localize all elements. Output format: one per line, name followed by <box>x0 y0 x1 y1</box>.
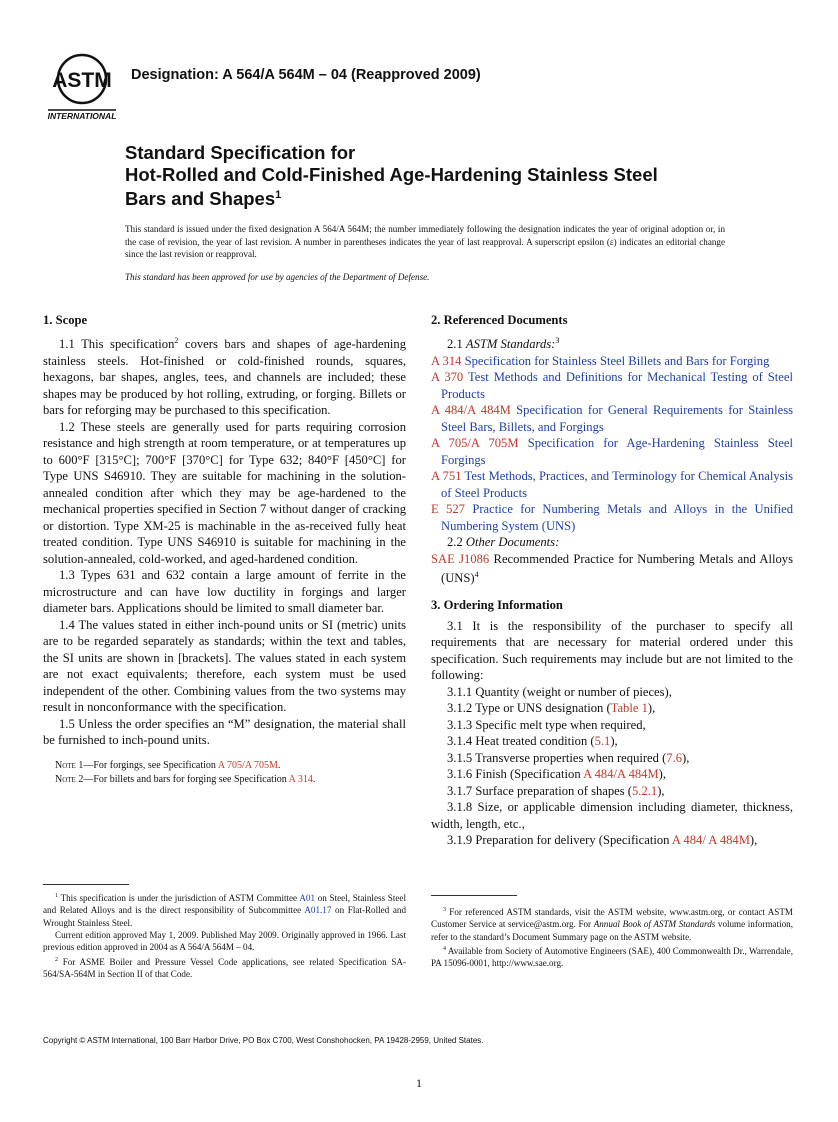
logo-text: ASTM <box>52 69 112 92</box>
ordering-item: 3.1.7 Surface preparation of shapes (5.2.1), <box>447 783 665 798</box>
link-a484[interactable]: A 484/A 484M <box>583 767 659 782</box>
reference-item[interactable]: A 705/A 705M Specification for Age-Hardening Stainless Steel Forgings <box>431 436 793 467</box>
astm-logo <box>44 52 120 122</box>
footnote-ref-3[interactable]: 3 <box>555 336 560 345</box>
link-7-6[interactable]: 7.6 <box>666 750 683 765</box>
ordering-para-3-1: 3.1 It is the responsibility of the purchaser to specify all requirements that are necessary for material ordered under this specification. Such requirements may include but are not limited to the following: <box>431 618 793 683</box>
sae-reference[interactable]: SAE J1086 Recommended Practice for Numbering Metals and Alloys (UNS)$^4$ <box>431 551 793 586</box>
ordering-item: 3.1.3 Specific melt type when required, <box>447 717 646 732</box>
title-line-3: Bars and Shapes <box>125 188 276 210</box>
scope-para-1-3: 1.3 Types 631 and 632 contain a large amount of ferrite in the microstructure and can have low ductility in forgings and larger diameter bars. Applications should be limited to small diameter bar. <box>43 568 406 616</box>
footnote-2: $^2$ For ASME Boiler and Pressure Vessel Code applications, see related Specification SA-564/SA-564M in Section II of that Code. <box>43 956 406 979</box>
reference-list <box>431 353 793 535</box>
title-footnote-ref[interactable]: 1 <box>275 189 282 201</box>
ordering-item: 3.1.4 Heat treated condition (5.1), <box>447 734 618 749</box>
footnote-rule-right <box>431 895 517 896</box>
ordering-heading: 3. Ordering Information <box>431 597 563 612</box>
note-1: Note 1—For forgings, see Specification A 705/A 705M. <box>55 759 281 771</box>
ordering-item: 3.1.9 Preparation for delivery (Specification A 484/ A 484M), <box>447 833 758 848</box>
title-line-1: Standard Specification for <box>125 142 356 163</box>
astm-standards-sub: 2.1 ASTM Standards:$^3$ <box>447 336 560 352</box>
note-2: Note 2—For billets and bars for forging see Specification A 314. <box>55 773 316 785</box>
footnote-1-edition: Current edition approved May 1, 2009. Published May 2009. Originally approved in 1966. Last previous edition approved in 2004 as A 564/A 564M – 04. <box>43 929 406 953</box>
scope-para-1-4: 1.4 The values stated in either inch-pound units or SI (metric) units are to be regarded separately as standards; within the text and tables, the SI units are shown in [brackets]. The values stated in each system are not exact equivalents; therefore, each system must be used independent of the other. Combining values from the two systems may result in nonconformance with the specification. <box>43 617 406 715</box>
scope-para-1-2: 1.2 These steels are generally used for parts requiring corrosion resistance and high strength at room temperature, or at temperatures up to 600°F [315°C]; 700°F [370°C] for Type 632; 840°F [450°C] for Type UNS S46910. They are suitable for machining in the solution-annealed condition after which they may be age-hardened to the mechanical properties specified in Section 7 without danger of cracking or distortion. Type XM-25 is machinable in the as-received fully heat treated condition. Type UNS S46910 is suitable for machining in the solution-annealed, cold-worked, and aged-hardened condition. <box>43 419 406 566</box>
footnote-1: $^1$ This specification is under the jurisdiction of ASTM Committee A01 on Steel, Stainless Steel and Related Alloys and is the direct responsibility of Subcommittee A01.17 on Flat-Rolled and Wrought Stainless Steel. <box>43 893 407 928</box>
intro-note: This standard is issued under the fixed designation A 564/A 564M; the number immediately following the designation indicates the year of original adoption or, in the case of revision, the year of last revision. A number in parentheses indicates the year of last reapproval. A superscript epsilon (ε) indicates an editorial change since the last revision or reapproval. <box>125 224 725 259</box>
ordering-item: 3.1.2 Type or UNS designation (Table 1), <box>447 701 656 716</box>
ordering-item: 3.1.5 Transverse properties when required (7.6), <box>447 750 690 765</box>
ordering-item: 3.1.8 Size, or applicable dimension including diameter, thickness, width, length, etc., <box>431 800 793 831</box>
left-column <box>43 312 406 787</box>
reference-item[interactable]: A 751 Test Methods, Practices, and Terminology for Chemical Analysis of Steel Products <box>431 469 793 500</box>
link-5-1[interactable]: 5.1 <box>594 734 611 749</box>
copyright-notice: Copyright © ASTM International, 100 Barr Harbor Drive, PO Box C700, West Conshohocken, PA 19428-2959, United States. <box>43 1036 484 1045</box>
dod-approval-note: This standard has been approved for use by agencies of the Department of Defense. <box>125 272 430 282</box>
refdocs-heading: 2. Referenced Documents <box>431 313 568 327</box>
scope-para-1-1: 1.1 This specification$^2$ covers bars and shapes of age-hardening stainless steels. Hot-finished or cold-finished rounds, squares, hexagons, bar shapes, angles, tees, and channels are included; these shapes may be produced by hot rolling, extruding, or forging. Billets or bars for reforging may be purchased to this specification. <box>43 336 406 418</box>
designation: Designation: A 564/A 564M – 04 (Reapproved 2009) <box>131 67 481 83</box>
footnote-4: $^4$ Available from Society of Automotive Engineers (SAE), 400 Commonwealth Dr., Warrendale, PA 15096-0001, http://www.sae.org. <box>431 945 793 969</box>
link-committee-a01[interactable]: A01 <box>299 893 315 904</box>
other-documents-sub: 2.2 Other Documents: <box>447 535 560 550</box>
footnote-3: $^3$ For referenced ASTM standards, visit the ASTM website, www.astm.org, or contact ASTM Customer Service at service@astm.org. For Annual Book of ASTM Standards volume information, refer to the standard’s Document Summary page on the ASTM website. <box>431 907 793 942</box>
link-a484-delivery[interactable]: A 484/ A 484M <box>671 833 750 848</box>
footnotes-left <box>43 890 406 980</box>
reference-item[interactable]: A 370 Test Methods and Definitions for Mechanical Testing of Steel Products <box>431 370 793 401</box>
footnotes-right <box>431 904 793 970</box>
footnote-rule-left <box>43 884 129 885</box>
footnote-ref-2[interactable]: 2 <box>174 336 179 345</box>
link-5-2-1[interactable]: 5.2.1 <box>632 783 658 798</box>
reference-item[interactable]: A 314 Specification for Stainless Steel Billets and Bars for Forging <box>431 353 770 368</box>
reference-item[interactable]: E 527 Practice for Numbering Metals and Alloys in the Unified Numbering System (UNS) <box>431 502 793 533</box>
reference-item[interactable]: A 484/A 484M Specification for General Requirements for Stainless Steel Bars, Billets, and Forgings <box>431 403 793 434</box>
scope-para-1-5: 1.5 Unless the order specifies an “M” designation, the material shall be furnished to inch-pound units. <box>43 716 406 748</box>
title-line-2: Hot-Rolled and Cold-Finished Age-Hardening Stainless Steel <box>125 163 658 185</box>
scope-heading: 1. Scope <box>43 313 88 327</box>
link-a705[interactable]: A 705/A 705M <box>217 759 278 771</box>
link-table-1[interactable]: Table 1 <box>610 701 648 716</box>
ordering-item: 3.1.1 Quantity (weight or number of pieces), <box>447 684 672 699</box>
ordering-item: 3.1.6 Finish (Specification A 484/A 484M), <box>447 767 666 782</box>
link-a314[interactable]: A 314 <box>288 773 313 785</box>
page-number: 1 <box>416 1076 422 1090</box>
document-title <box>125 142 765 210</box>
right-column <box>431 312 793 849</box>
footnote-ref-4[interactable]: 4 <box>474 570 479 580</box>
link-subcommittee-a01-17[interactable]: A01.17 <box>304 905 332 916</box>
logo-subtitle: INTERNATIONAL <box>47 111 117 121</box>
